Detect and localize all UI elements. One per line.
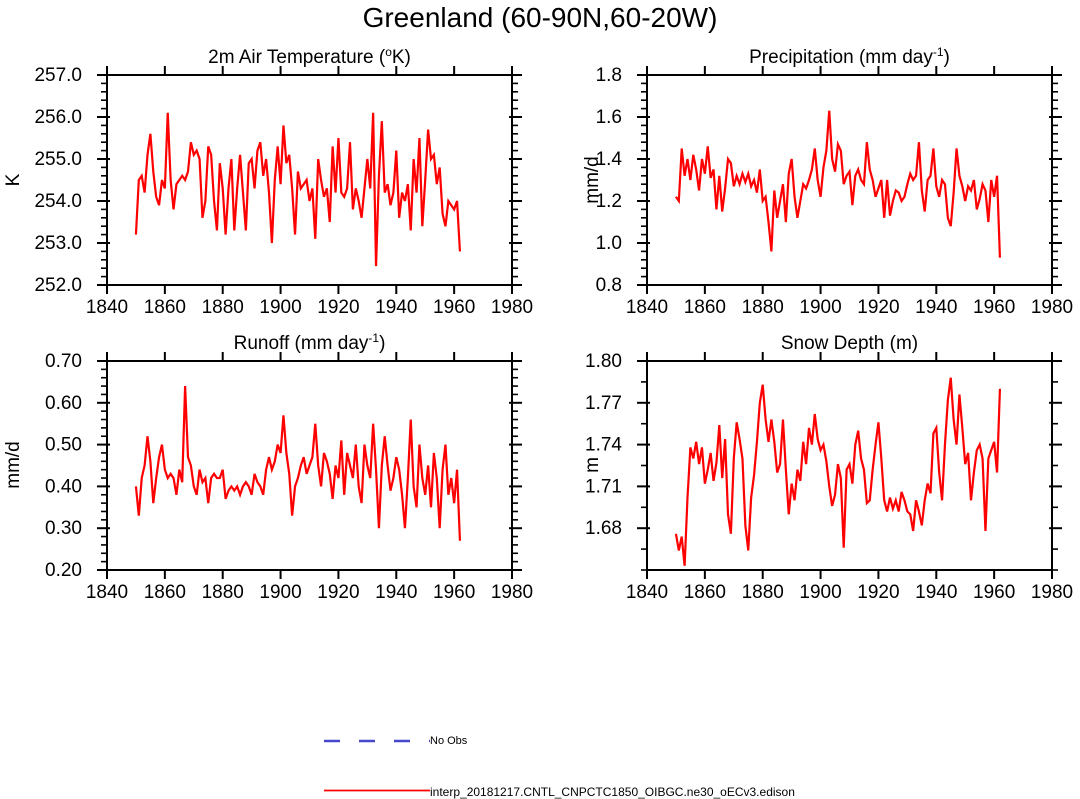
series-line-2 [136, 386, 460, 541]
panel-0 [34, 65, 533, 318]
series-line-3 [676, 378, 1000, 566]
panel-2 [45, 351, 533, 603]
x-tick-label: 1920 [857, 297, 900, 318]
panel-title-text: ) [943, 47, 950, 68]
y-tick-label: 1.8 [595, 65, 622, 86]
y-tick-label: 253.0 [34, 233, 82, 254]
y-tick-label: 1.71 [585, 476, 622, 498]
x-tick-label: 1860 [143, 582, 186, 603]
x-tick-label: 1900 [259, 582, 302, 603]
y-tick-label: 256.0 [34, 107, 82, 128]
y-tick-label: 0.60 [45, 392, 82, 414]
x-tick-label: 1860 [143, 297, 186, 318]
x-tick-label: 1880 [201, 297, 244, 318]
panel-title-text: 2m Air Temperature ( [208, 47, 386, 68]
panel-title-superscript: o [385, 45, 392, 59]
y-tick-label: 255.0 [34, 149, 82, 170]
y-axis-label-snow-depth: m [582, 457, 603, 473]
legend-series-label: interp_20181217.CNTL_CNPCTC1850_OIBGC.ne30_oECv3.edison [430, 785, 795, 799]
x-tick-label: 1880 [201, 582, 244, 603]
panel-title-superscript: -1 [932, 45, 944, 59]
y-tick-label: 0.40 [45, 476, 82, 498]
panel-3 [585, 351, 1073, 603]
x-tick-label: 1840 [85, 297, 129, 318]
y-tick-label: 257.0 [34, 65, 82, 86]
x-tick-label: 1980 [1030, 582, 1074, 603]
y-tick-label: 0.70 [45, 351, 82, 372]
panel-1 [596, 65, 1074, 318]
x-tick-label: 1980 [1030, 297, 1074, 318]
y-tick-label: 1.4 [595, 149, 622, 170]
panel-title-text: Snow Depth (m) [780, 333, 919, 354]
panel-title-text: ) [379, 333, 386, 354]
x-tick-label: 1900 [259, 297, 302, 318]
y-tick-label: 1.68 [585, 518, 622, 540]
legend-no-obs-label: No Obs [430, 735, 468, 747]
x-tick-label: 1840 [625, 582, 669, 603]
x-tick-label: 1920 [317, 582, 360, 603]
x-tick-label: 1940 [375, 582, 418, 603]
y-tick-label: 1.0 [595, 233, 622, 254]
y-tick-label: 252.0 [34, 275, 82, 296]
panel-title-text: Runoff (mm day [233, 333, 369, 354]
x-tick-label: 1920 [857, 582, 900, 603]
legend-no-obs-line [322, 738, 432, 744]
panel-title-text: K) [391, 47, 411, 68]
x-tick-label: 1860 [683, 297, 726, 318]
y-tick-label: 0.8 [595, 275, 622, 296]
y-tick-label: 0.50 [45, 434, 82, 456]
x-tick-label: 1960 [973, 582, 1016, 603]
x-tick-label: 1880 [741, 297, 784, 318]
y-tick-label: 1.74 [585, 434, 622, 456]
legend-series-line [322, 788, 432, 793]
x-tick-label: 1900 [799, 297, 842, 318]
y-tick-label: 0.30 [45, 518, 82, 540]
y-tick-label: 1.80 [585, 351, 622, 372]
y-tick-label: 1.6 [595, 107, 622, 128]
x-tick-label: 1840 [625, 297, 669, 318]
x-tick-label: 1840 [85, 582, 129, 603]
x-tick-label: 1960 [433, 297, 476, 318]
x-tick-label: 1900 [799, 582, 842, 603]
y-axis-label-temperature: K [3, 173, 24, 187]
series-line-0 [136, 113, 460, 266]
x-tick-label: 1960 [973, 297, 1016, 318]
y-axis-label-runoff: mm/d [3, 441, 24, 489]
x-tick-label: 1940 [915, 582, 958, 603]
y-axis-label-precipitation: mm/d [582, 156, 603, 204]
x-tick-label: 1860 [683, 582, 726, 603]
y-tick-label: 254.0 [34, 191, 82, 212]
x-tick-label: 1960 [433, 582, 476, 603]
y-tick-label: 0.20 [45, 560, 82, 581]
series-line-1 [676, 111, 1000, 258]
x-tick-label: 1980 [490, 297, 534, 318]
x-tick-label: 1920 [317, 297, 360, 318]
x-tick-label: 1880 [741, 582, 784, 603]
panel-title-text: Precipitation (mm day [749, 47, 933, 68]
x-tick-label: 1940 [915, 297, 958, 318]
panel-title-superscript: -1 [368, 331, 380, 345]
figure-title: Greenland (60-90N,60-20W) [362, 2, 718, 33]
x-tick-label: 1940 [375, 297, 418, 318]
y-tick-label: 1.2 [595, 191, 622, 212]
y-tick-label: 1.77 [585, 392, 622, 414]
x-tick-label: 1980 [490, 582, 534, 603]
